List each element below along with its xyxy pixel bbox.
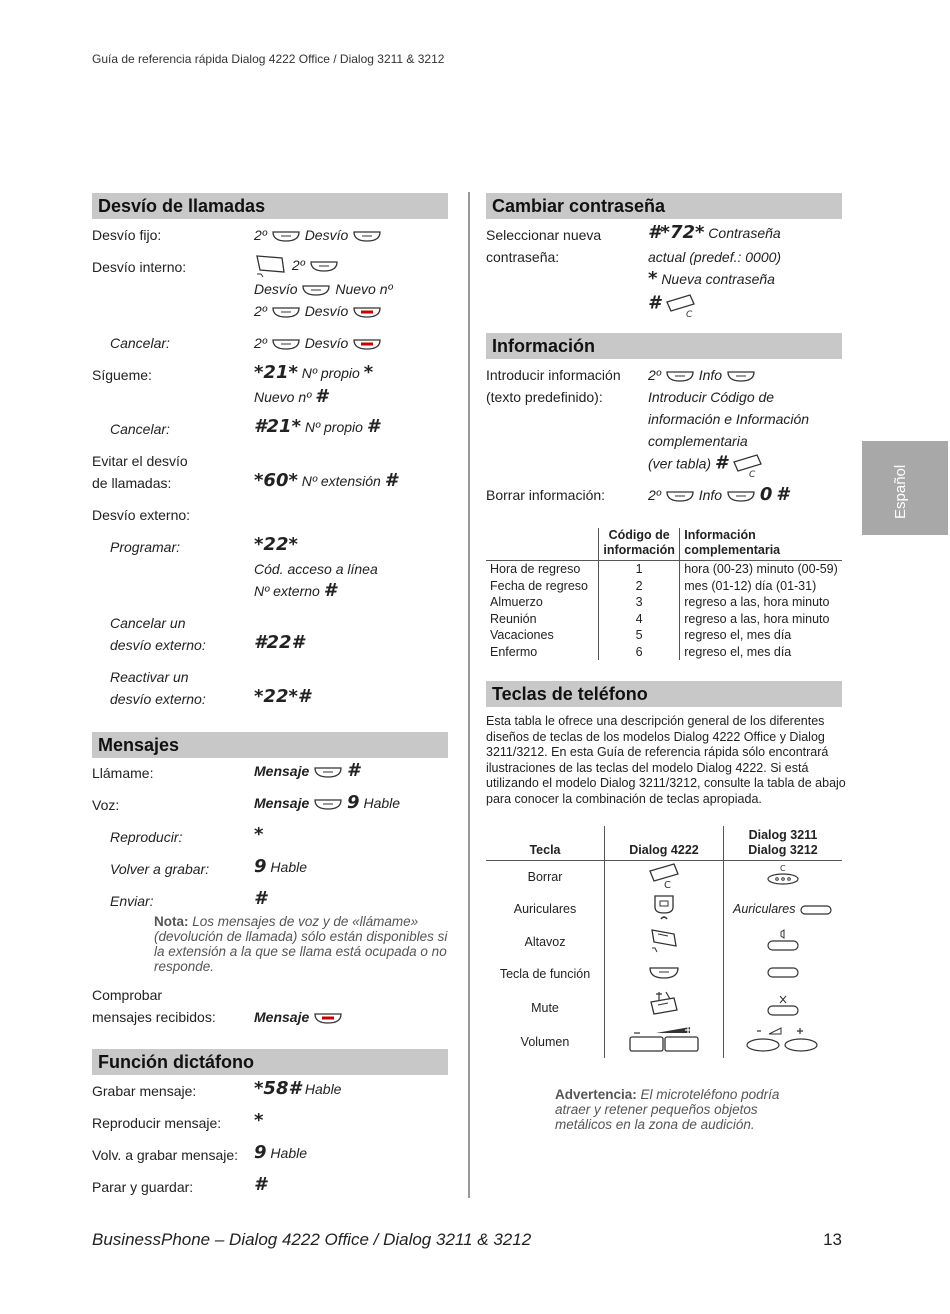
reproducir-msg-label: Reproducir mensaje: xyxy=(92,1115,222,1131)
section-desvio-title: Desvío de llamadas xyxy=(92,193,448,219)
desvio-externo-label: Desvío externo: xyxy=(92,507,191,523)
desvio-fijo-label: Desvío fijo: xyxy=(92,227,162,243)
desvio-interno-value: 2º xyxy=(254,254,339,278)
section-contrasena-title: Cambiar contraseña xyxy=(486,193,842,219)
softkey-icon xyxy=(665,490,695,503)
table-row: Reunión 4 regreso a las, hora minuto xyxy=(490,611,830,626)
softkey-icon xyxy=(271,306,301,319)
evitar-label-1: Evitar el desvío xyxy=(92,453,188,469)
speaker-key-icon xyxy=(646,926,682,956)
function-key-3211-icon xyxy=(765,966,801,980)
comprobar-label-1: Comprobar xyxy=(92,987,163,1003)
page-header: Guía de referencia rápida Dialog 4222 Office / Dialog 3211 & 3212 xyxy=(92,52,445,66)
mute-key-icon xyxy=(646,990,682,1022)
clear-key-icon xyxy=(646,861,682,889)
contrasena-label-1: Seleccionar nueva xyxy=(486,227,602,243)
enviar-label: Enviar: xyxy=(110,893,154,909)
softkey-icon xyxy=(352,230,382,243)
clear-key-icon xyxy=(664,292,698,318)
headset-key-3211-icon xyxy=(799,904,833,916)
programar-label: Programar: xyxy=(110,539,181,555)
reproducir-label: Reproducir: xyxy=(110,829,183,845)
softkey-icon xyxy=(271,230,301,243)
teclas-paragraph: Esta tabla le ofrece una descripción general de los diferentes diseños de teclas de los modelos Dialog 4222 Office y Dialog 3211/3212. En esta Guía de referencia rápida sólo encontrará ilustraciones de las teclas del modelo Dialog 4222. Si está utilizando el modelo Dialog 3211/3212, consulte la tabla de abajo para conocer la combinación de teclas apropiada. xyxy=(486,714,846,806)
volver-msg-label: Volv. a grabar mensaje: xyxy=(92,1147,239,1163)
section-teclas-title: Teclas de teléfono xyxy=(486,681,842,707)
table-row: Enfermo 6 regreso el, mes día xyxy=(490,644,792,659)
function-key-icon xyxy=(646,965,682,981)
table-row: Altavoz xyxy=(486,926,842,959)
page-number: 13 xyxy=(823,1230,842,1249)
svg-text:C: C xyxy=(780,864,786,874)
svg-text:C: C xyxy=(749,470,756,478)
contrasena-label-2: contraseña: xyxy=(486,249,560,265)
borrar-info-label: Borrar información: xyxy=(486,487,606,503)
section-dictafono-title: Función dictáfono xyxy=(92,1049,448,1075)
svg-text:C: C xyxy=(664,880,671,890)
warning-note: Advertencia: El microteléfono podría atraer y retener pequeños objetos metálicos en la zona de audición. xyxy=(555,1087,780,1132)
clear-key-icon xyxy=(731,452,765,478)
grabar-label: Grabar mensaje: xyxy=(92,1083,197,1099)
table-row: Tecla de función xyxy=(486,959,842,991)
info-table: Código de información Información complementaria Hora de regreso 1 hora (00-23) minuto (00-59) Fecha de regreso 2 mes (01-12) día (01-31) Almuerzo 3 regreso a las, hora minuto Reunión 4 regreso a las, hora minuto Vacaciones 5 regreso el, mes día Enfermo 6 regreso el, mes día xyxy=(486,528,842,660)
speaker-key-icon xyxy=(254,254,288,278)
page-footer: BusinessPhone – Dialog 4222 Office / Dialog 3211 & 3212 xyxy=(92,1230,532,1249)
volume-key-icon xyxy=(626,1025,702,1055)
mensajes-note: Nota: Los mensajes de voz y de «llámame» (devolución de llamada) sólo están disponibles si la extensión a la que se llama está ocupada o no responde. xyxy=(154,914,448,974)
softkey-active-icon xyxy=(352,338,382,351)
volver-grabar-label: Volver a grabar: xyxy=(110,861,210,877)
cancelar-ext-label-1: Cancelar un xyxy=(110,615,186,631)
column-divider xyxy=(468,192,470,1198)
softkey-active-icon xyxy=(352,306,382,319)
parar-label: Parar y guardar: xyxy=(92,1179,194,1195)
language-tab: Español xyxy=(862,441,948,535)
evitar-label-2: de llamadas: xyxy=(92,475,172,491)
table-row: Vacaciones 5 regreso el, mes día xyxy=(490,628,792,642)
speaker-key-3211-icon xyxy=(765,928,801,954)
section-informacion-title: Información xyxy=(486,333,842,359)
softkey-icon xyxy=(665,370,695,383)
softkey-active-icon xyxy=(313,1012,343,1025)
llamame-label: Llámame: xyxy=(92,765,154,781)
softkey-icon xyxy=(313,766,343,779)
table-row: Borrar C C xyxy=(486,861,842,893)
keys-table: Tecla Dialog 4222 Dialog 3211 Dialog 3212 Borrar C C Auriculares Auriculares Altavoz Tecla de función Mute Volumen xyxy=(486,826,842,1058)
softkey-icon xyxy=(309,260,339,273)
sigueme-label: Sígueme: xyxy=(92,367,152,383)
comprobar-label-2: mensajes recibidos: xyxy=(92,1009,216,1025)
voz-label: Voz: xyxy=(92,797,120,813)
table-row: Volumen xyxy=(486,1025,842,1058)
sigueme-cancelar-label: Cancelar: xyxy=(110,421,170,437)
table-row: Hora de regreso 1 hora (00-23) minuto (00-59) xyxy=(490,562,838,576)
softkey-icon xyxy=(271,338,301,351)
svg-text:C: C xyxy=(686,310,693,318)
reactivar-label-2: desvío externo: xyxy=(110,691,206,707)
reactivar-label-1: Reactivar un xyxy=(110,669,189,685)
intro-info-label-2: (texto predefinido): xyxy=(486,389,603,405)
softkey-icon xyxy=(301,284,331,297)
softkey-icon xyxy=(726,490,756,503)
headset-key-icon xyxy=(646,893,682,923)
section-mensajes-title: Mensajes xyxy=(92,732,448,758)
clear-key-3211-icon xyxy=(765,863,801,887)
intro-info-label-1: Introducir información xyxy=(486,367,621,383)
desvio-fijo-value: 2º Desvío xyxy=(254,224,382,246)
desvio-cancelar-label: Cancelar: xyxy=(110,335,170,351)
table-row: Mute xyxy=(486,990,842,1025)
desvio-interno-label: Desvío interno: xyxy=(92,259,187,275)
volume-key-3211-icon xyxy=(743,1026,823,1054)
table-row: Fecha de regreso 2 mes (01-12) día (01-31) xyxy=(490,578,817,593)
cancelar-ext-label-2: desvío externo: xyxy=(110,637,206,653)
table-row: Almuerzo 3 regreso a las, hora minuto xyxy=(490,595,830,609)
softkey-icon xyxy=(726,370,756,383)
table-row: Auriculares Auriculares xyxy=(486,893,842,926)
mute-key-3211-icon xyxy=(765,993,801,1019)
softkey-icon xyxy=(313,798,343,811)
